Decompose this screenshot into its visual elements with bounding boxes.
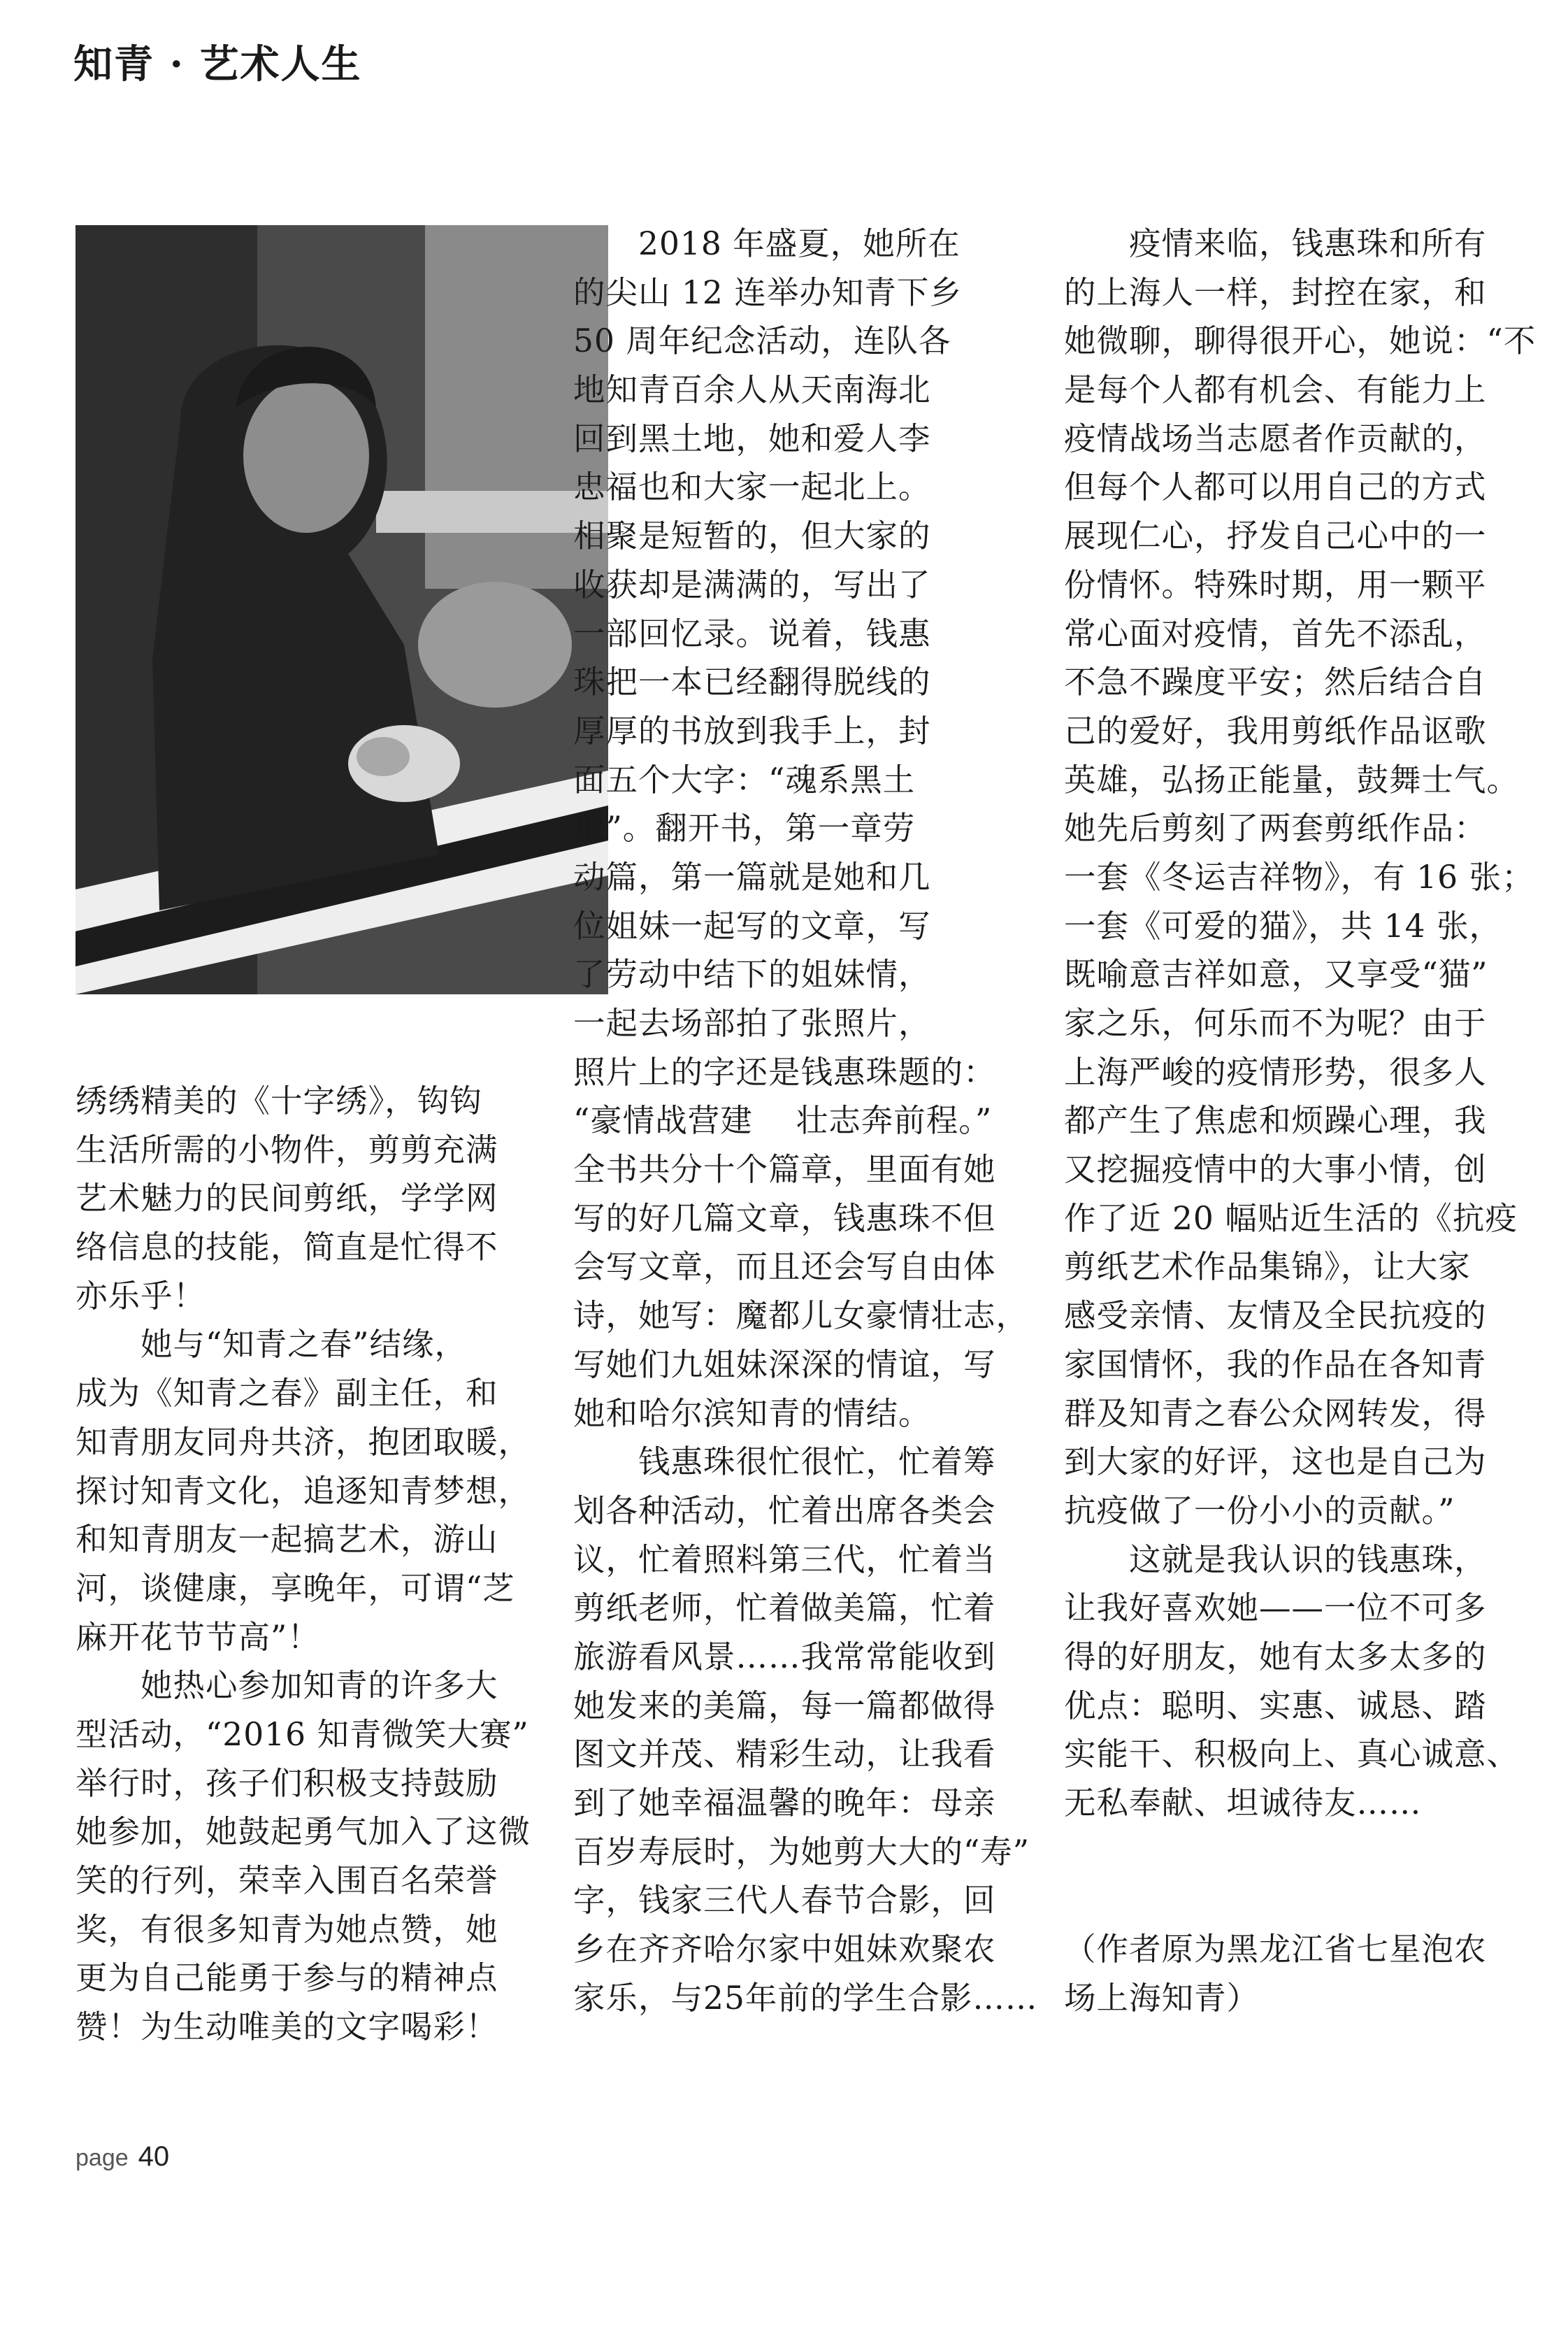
text-line: 她与“知青之春”结缘， (75, 1326, 468, 1364)
text-line: 笑的行列，荣幸入围百名荣誉 (75, 1862, 498, 1899)
text-line: 更为自己能勇于参与的精神点 (75, 1959, 498, 1997)
text-line: 奖，有很多知青为她点赞，她 (75, 1910, 498, 1948)
text-line: 群及知青之春公众网转发，得 (1064, 1394, 1487, 1432)
text-line: 份情怀。特殊时期，用一颗平 (1064, 566, 1487, 603)
text-line: 地”。翻开书，第一章劳 (573, 810, 916, 847)
column-middle (573, 220, 1038, 2022)
text-line: 百岁寿辰时，为她剪大大的“寿” (573, 1833, 1030, 1870)
text-line: 实能干、积极向上、真心诚意、 (1064, 1736, 1520, 1773)
text-line: 亦乐乎！ (75, 1277, 206, 1315)
text-line: 作了近 20 幅贴近生活的《抗疫 (1064, 1199, 1518, 1237)
page-footer (75, 2141, 169, 2173)
text-line: 图文并茂、精彩生动，让我看 (573, 1736, 996, 1773)
text-line: 剪纸老师，忙着做美篇，忙着 (573, 1589, 996, 1627)
text-line: 感受亲情、友情及全民抗疫的 (1064, 1297, 1487, 1335)
text-line: 写的好几篇文章，钱惠珠不但 (573, 1199, 996, 1237)
column-left (75, 1077, 531, 2052)
text-line: 展现仁心，抒发自己心中的一 (1064, 517, 1487, 555)
text-line: 她热心参加知青的许多大 (75, 1667, 498, 1705)
text-line: 回到黑土地，她和爱人李 (573, 420, 931, 457)
text-line: 成为《知青之春》副主任，和 (75, 1375, 498, 1412)
text-line: 一部回忆录。说着，钱惠 (573, 615, 931, 652)
text-line: 她先后剪刻了两套剪纸作品： (1064, 810, 1487, 847)
text-line: 她发来的美篇，每一篇都做得 (573, 1687, 996, 1724)
text-line: 己的爱好，我用剪纸作品讴歌 (1064, 712, 1487, 750)
text-line: 家国情怀，我的作品在各知青 (1064, 1345, 1487, 1383)
text-line: 一套《可爱的猫》，共 14 张， (1064, 907, 1502, 945)
text-line: 2018 年盛夏，她所在 (573, 225, 961, 262)
text-line: 得的好朋友，她有太多太多的 (1064, 1638, 1487, 1675)
text-line: 是每个人都有机会、有能力上 (1064, 371, 1487, 409)
text-line: 厚厚的书放到我手上，封 (573, 712, 931, 750)
text-line: 会写文章，而且还会写自由体 (573, 1248, 996, 1286)
text-line: 知青朋友同舟共济，抱团取暖， (75, 1423, 531, 1461)
text-line: “豪情战营建 壮志奔前程。” (573, 1102, 993, 1140)
page-number: 40 (138, 2141, 170, 2172)
text-line: 但每个人都可以用自己的方式 (1064, 468, 1487, 506)
text-line: 到了她幸福温馨的晚年：母亲 (573, 1784, 996, 1822)
text-line: 麻开花节节高”！ (75, 1618, 320, 1656)
text-line: 相聚是短暂的，但大家的 (573, 517, 931, 555)
text-line: 划各种活动，忙着出席各类会 (573, 1492, 996, 1529)
text-line: 让我好喜欢她——一位不可多 (1064, 1589, 1487, 1627)
text-line: 面五个大字：“魂系黑土 (573, 761, 916, 799)
text-line: 她和哈尔滨知青的情结。 (573, 1394, 931, 1432)
text-line: 探讨知青文化，追逐知青梦想， (75, 1472, 531, 1510)
text-line: 疫情战场当志愿者作贡献的， (1064, 420, 1487, 457)
text-line: 全书共分十个篇章，里面有她 (573, 1151, 996, 1189)
text-line: 英雄，弘扬正能量，鼓舞士气。 (1064, 761, 1520, 799)
page-word: page (75, 2145, 129, 2171)
text-line: 家乐，与25年前的学生合影…… (573, 1979, 1038, 2017)
text-line: 河，谈健康，享晚年，可谓“芝 (75, 1569, 515, 1607)
text-line: 诗，她写：魔都儿女豪情壮志， (573, 1297, 1029, 1335)
text-line: 乡在齐齐哈尔家中姐妹欢聚农 (573, 1931, 996, 1968)
text-line: 一套《冬运吉祥物》，有 16 张； (1064, 858, 1534, 896)
text-line: 她微聊，聊得很开心，她说：“不 (1064, 322, 1537, 360)
text-line: 动篇，第一篇就是她和几 (573, 858, 931, 896)
text-line: 无私奉献、坦诚待友…… (1064, 1784, 1422, 1822)
text-line: 照片上的字还是钱惠珠题的： (573, 1053, 996, 1091)
photo-woman-papercutting-icon (75, 225, 608, 994)
text-line: 络信息的技能，简直是忙得不 (75, 1229, 498, 1266)
text-line: 生活所需的小物件，剪剪充满 (75, 1131, 498, 1168)
author-note-line: 场上海知青） (1064, 1979, 1260, 2017)
text-line: 的上海人一样，封控在家，和 (1064, 273, 1487, 311)
text-line: 优点：聪明、实惠、诚恳、踏 (1064, 1687, 1487, 1724)
section-title: 知青 · 艺术人生 (73, 41, 362, 87)
text-line: 这就是我认识的钱惠珠， (1064, 1540, 1487, 1578)
text-line: 写她们九姐妹深深的情谊，写 (573, 1345, 996, 1383)
text-line: 抗疫做了一份小小的贡献。” (1064, 1492, 1455, 1529)
text-line: 艺术魅力的民间剪纸，学学网 (75, 1180, 498, 1217)
text-line: 型活动，“2016 知青微笑大赛” (75, 1715, 529, 1753)
text-line: 收获却是满满的，写出了 (573, 566, 931, 603)
column-right (1064, 220, 1537, 2022)
text-line: 疫情来临，钱惠珠和所有 (1064, 225, 1487, 262)
text-line: 钱惠珠很忙很忙，忙着筹 (573, 1443, 996, 1481)
text-line: 又挖掘疫情中的大事小情，创 (1064, 1151, 1487, 1189)
text-line: 位姐妹一起写的文章，写 (573, 907, 931, 945)
text-line: 家之乐，何乐而不为呢？由于 (1064, 1005, 1487, 1042)
text-line: 都产生了焦虑和烦躁心理，我 (1064, 1102, 1487, 1140)
text-line: 的尖山 12 连举办知青下乡 (573, 273, 962, 311)
text-line: 50 周年纪念活动，连队各 (573, 322, 951, 360)
text-line: 了劳动中结下的姐妹情， (573, 956, 931, 994)
author-note-line: （作者原为黑龙江省七星泡农 (1064, 1931, 1487, 1968)
text-line: 剪纸艺术作品集锦》，让大家 (1064, 1248, 1471, 1286)
text-line: 珠把一本已经翻得脱线的 (573, 664, 931, 701)
text-line: 既喻意吉祥如意，又享受“猫” (1064, 956, 1488, 994)
article-photo (75, 225, 608, 994)
text-line: 绣绣精美的《十字绣》，钩钩 (75, 1082, 482, 1119)
text-line: 常心面对疫情，首先不添乱， (1064, 615, 1487, 652)
text-line: 地知青百余人从天南海北 (573, 371, 931, 409)
text-line: 和知青朋友一起搞艺术，游山 (75, 1521, 498, 1559)
text-line: 旅游看风景……我常常能收到 (573, 1638, 996, 1675)
text-line: 字，钱家三代人春节合影，回 (573, 1882, 996, 1919)
text-line: 举行时，孩子们积极支持鼓励 (75, 1764, 498, 1802)
text-line: 议，忙着照料第三代，忙着当 (573, 1540, 996, 1578)
text-line: 到大家的好评，这也是自己为 (1064, 1443, 1487, 1481)
text-line: 她参加，她鼓起勇气加入了这微 (75, 1813, 531, 1851)
text-line: 赞！为生动唯美的文字喝彩！ (75, 2008, 498, 2046)
text-line: 上海严峻的疫情形势，很多人 (1064, 1053, 1487, 1091)
text-line: 不急不躁度平安；然后结合自 (1064, 664, 1487, 701)
text-line: 一起去场部拍了张照片， (573, 1005, 931, 1042)
text-line: 忠福也和大家一起北上。 (573, 468, 931, 506)
